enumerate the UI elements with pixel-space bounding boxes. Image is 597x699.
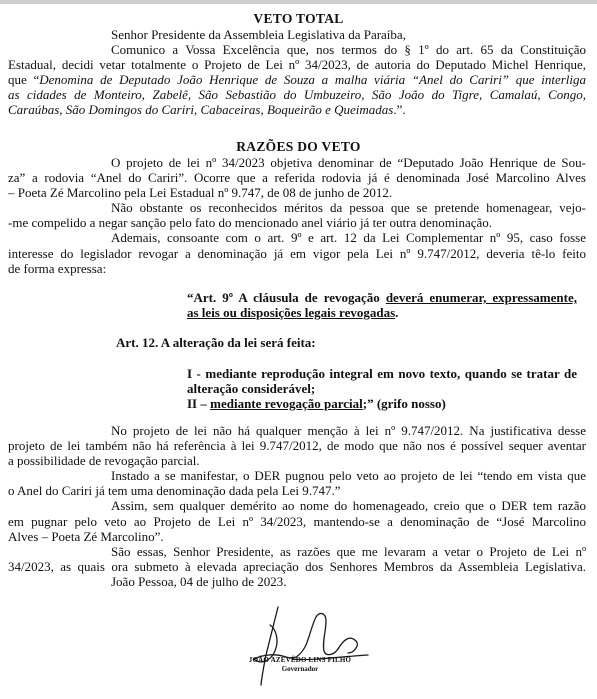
reasons-line: O projeto de lei nº 34/2023 objetiva denominar de “Deputado João Henrique de Sou- xyxy=(111,155,586,170)
body-line: projeto de lei também não há referência à lei 9.747/2012, de modo que não nos é possível sequer aventar xyxy=(8,438,586,454)
page-top-edge xyxy=(0,0,597,4)
quote-line: “Art. 9º A cláusula de revogação deverá enumerar, expressamente, xyxy=(187,290,577,305)
reasons-line: Não obstante os reconhecidos méritos da pessoa que se pretende homenagear, vejo- xyxy=(111,200,586,216)
reasons-line: Ademais, consoante com o art. 9º e art. 12 da Lei Complementar nº 95, caso fosse xyxy=(111,230,586,246)
intro-line: Estadual, decidi vetar totalmente o Projeto de Lei nº 34/2023, de autoria do Deputado Michel Henrique, xyxy=(8,57,586,73)
reasons-line: – Poeta Zé Marcolino pela Lei Estadual nº 9.747, de 08 de junho de 2012. xyxy=(8,185,393,201)
intro-line: que “Denomina de Deputado João Henrique de Souza a malha viária “Anel do Cariri” que interliga xyxy=(8,72,587,88)
reasons-line: -me compelido a negar sanção pelo fato do mencionado anel viário já ter outra denominação. xyxy=(8,215,493,231)
addressee: Senhor Presidente da Assembleia Legislativa da Paraíba, xyxy=(111,27,406,42)
handwritten-signature xyxy=(240,595,400,690)
body-line: a possibilidade de revogação parcial. xyxy=(8,453,200,469)
intro-line: Comunico a Vossa Excelência que, nos termos do § 1º do art. 65 da Constituição xyxy=(111,42,586,57)
intro-line: as cidades de Monteiro, Zabelê, São Sebastião do Umbuzeiro, São João do Tigre, Camalaú, Congo, xyxy=(8,87,586,103)
reasons-paragraphs xyxy=(8,155,586,276)
body-paragraphs xyxy=(8,423,586,589)
body-line: em pugnar pelo veto ao Projeto de Lei nº 34/2023, mantendo-se a denominação de “José Marcolino xyxy=(8,513,586,529)
document-title: VETO TOTAL xyxy=(253,11,344,26)
quote-art-12: Art. 12. A alteração da lei será feita: xyxy=(116,335,316,350)
intro-paragraph xyxy=(8,42,586,117)
body-line: No projeto de lei não há qualquer menção à lei nº 9.747/2012. Na justificativa desse xyxy=(111,423,586,438)
quote-item-ii: II – mediante revogação parcial;” (grifo nosso) xyxy=(187,396,446,412)
quote-art-9 xyxy=(187,290,577,320)
body-line: Alves – Poeta Zé Marcolino”. xyxy=(8,528,164,544)
quote-item-i-cont: alteração considerável; xyxy=(187,381,316,397)
body-line: Assim, sem qualquer demérito ao nome do homenageado, creio que o DER tem razão xyxy=(111,498,586,514)
quote-items xyxy=(187,366,577,411)
reasons-heading: RAZÕES DO VETO xyxy=(236,139,361,154)
quote-item-i: I - mediante reprodução integral em novo texto, quando se tratar de xyxy=(187,366,577,381)
body-line: 34/2023, as quais ora submeto à elevada apreciação dos Senhores Membros da Assembleia Legislativa. xyxy=(8,558,586,574)
reasons-line: interesse do legislador revogar a denominação já em vigor pela Lei nº 9.747/2012, deveria tê-lo feito xyxy=(8,245,586,261)
reasons-line: za” a rodovia “Anel do Cariri”. Ocorre que a referida rodovia já é denominada José Marcolino Alves xyxy=(8,170,586,186)
signatory-role: Governador xyxy=(281,665,319,673)
body-line: São essas, Senhor Presidente, as razões que me levaram a vetar o Projeto de Lei nº xyxy=(111,543,586,559)
quote-line: as leis ou disposições legais revogadas. xyxy=(187,305,399,321)
intro-line: Caraúbas, São Domingos do Cariri, Cabaceiras, Boqueirão e Queimadas.”. xyxy=(8,102,406,118)
signatory-name: JOÃO AZEVÊDO LINS FILHO xyxy=(248,656,352,664)
body-line: o Anel do Cariri já tem uma denominação dada pela Lei 9.747.” xyxy=(8,483,341,499)
closing-date: João Pessoa, 04 de julho de 2023. xyxy=(111,573,287,589)
reasons-line: de forma expressa: xyxy=(8,260,107,276)
body-line: Instado a se manifestar, o DER pugnou pelo veto ao projeto de lei “tendo em vista que xyxy=(111,468,586,484)
